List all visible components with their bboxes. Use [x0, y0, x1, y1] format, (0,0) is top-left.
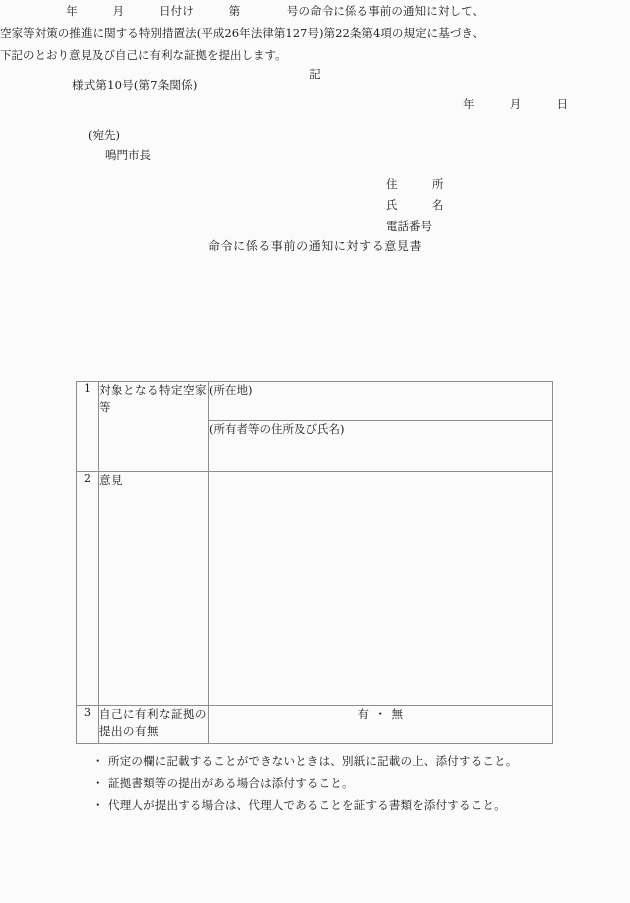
choice-separator: ・	[374, 707, 387, 721]
table-row	[77, 472, 553, 706]
addressee-name: 鳴門市長	[105, 148, 151, 162]
submitter-name-label: 氏 名	[386, 198, 444, 212]
list-item	[92, 794, 572, 816]
form-number: 様式第10号(第7条関係)	[72, 78, 198, 92]
owner-address-name-field[interactable]: (所有者等の住所及び氏名)	[209, 421, 553, 472]
location-field[interactable]: (所在地)	[209, 382, 553, 421]
date-line: 年 月 日	[463, 97, 569, 111]
notes-list	[92, 750, 572, 816]
ki-marker: 記	[309, 67, 321, 81]
row-number: 2	[77, 472, 99, 706]
page-title: 命令に係る事前の通知に対する意見書	[207, 239, 423, 253]
note-text: 証拠書類等の提出がある場合は添付すること。	[108, 776, 354, 790]
addressee-label: (宛先)	[88, 128, 120, 142]
row-label: 意見	[99, 472, 209, 706]
opinion-field[interactable]	[209, 472, 553, 706]
body-line-1: 年 月 日付け 第 号の命令に係る事前の通知に対して、空家等	[0, 4, 484, 40]
table-row	[77, 706, 553, 744]
row-label: 自己に有利な証拠の提出の有無	[99, 706, 209, 744]
note-text: 代理人が提出する場合は、代理人であることを証する書類を添付すること。	[108, 798, 506, 812]
row-number: 3	[77, 706, 99, 744]
body-line-3: のとおり意見及び自己に有利な証拠を提出します。	[23, 48, 287, 62]
choice-yes[interactable]: 有	[357, 707, 370, 721]
list-item	[92, 772, 572, 794]
bullet-icon: ・	[92, 776, 104, 790]
body-line-2: 対策の推進に関する特別措置法(平成26年法律第127号)第22条第4項の規定に基づき、下記	[0, 26, 484, 62]
submitter-address-label: 住 所	[386, 177, 444, 191]
choice-group	[358, 706, 404, 722]
row-number: 1	[77, 382, 99, 472]
evidence-choice-field[interactable]	[209, 706, 553, 744]
bullet-icon: ・	[92, 798, 104, 812]
submitter-phone-label: 電話番号	[386, 219, 432, 233]
note-text: 所定の欄に記載することができないときは、別紙に記載の上、添付すること。	[108, 754, 518, 768]
body-paragraph	[0, 0, 484, 66]
list-item	[92, 750, 572, 772]
submitter-block	[386, 174, 444, 237]
bullet-icon: ・	[92, 754, 104, 768]
row-label: 対象となる特定空家等	[99, 382, 209, 472]
form-table	[76, 381, 553, 744]
choice-no[interactable]: 無	[391, 707, 404, 721]
table-row	[77, 382, 553, 421]
